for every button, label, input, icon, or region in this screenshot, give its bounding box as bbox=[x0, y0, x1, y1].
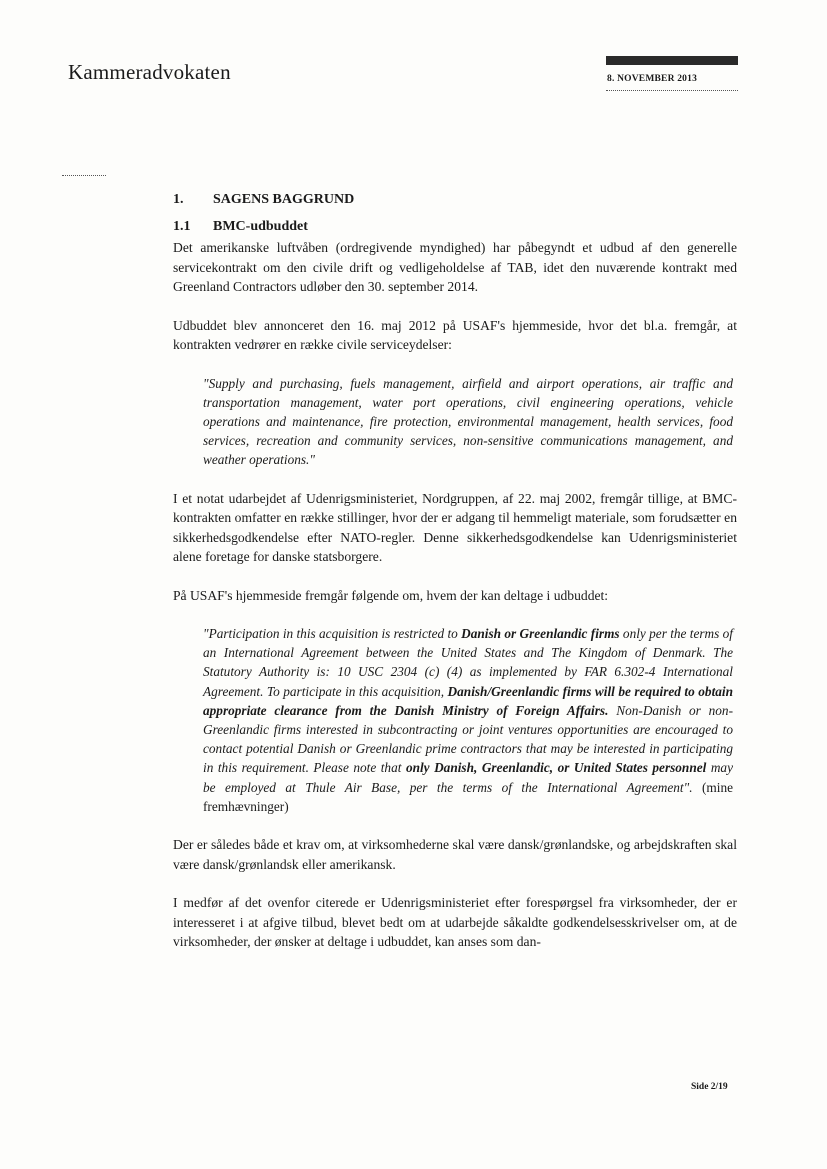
quote-emphasis: Danish or Greenlandic firms bbox=[461, 626, 620, 642]
quote-text: Non-Danish or non-Greenlandic firms interested in subcontracting or joint ventures opportunities are encouraged to contact potential Danish or Greenlandic prime contractors that may be interested in participating in this requirement. Please note that bbox=[203, 702, 733, 776]
quote-emphasis: Danish/Greenlandic firms will be required to obtain appropriate clearance from the Danish Ministry of Foreign Affairs. bbox=[203, 683, 733, 718]
margin-divider bbox=[62, 175, 106, 176]
quote-text: "Participation in this acquisition is restricted to bbox=[203, 626, 462, 642]
quote-participation bbox=[203, 624, 733, 816]
paragraph-1: Det amerikanske luftvåben (ordregivende myndighed) har påbegyndt et udbud af den generelle servicekontrakt om den civile drift og vedligeholdelse af TAB, idet den nuværende kontrakt med Greenland Contractors udløber den 30. september 2014. bbox=[173, 240, 737, 294]
header-bar bbox=[606, 56, 738, 65]
quote-emphasis: only Danish, Greenlandic, or United States personnel bbox=[405, 760, 707, 776]
quote-services: "Supply and purchasing, fuels management, airfield and airport operations, air traffic and transportation management, water port operations, civil engineering operations, vehicle operations and maintenance, fire protection, environmental management, health services, food services, recreation and community services, non-sensitive communications management, and weather operations." bbox=[203, 375, 733, 468]
firm-name: Kammeradvokaten bbox=[68, 60, 231, 84]
page-number: Side 2/19 bbox=[691, 1082, 728, 1092]
paragraph-3: I et notat udarbejdet af Udenrigsministeriet, Nordgruppen, af 22. maj 2002, fremgår tillige, at BMC-kontrakten omfatter en række stillinger, hvor der er adgang til hemmeligt materiale, som forudsætter en sikkerhedsgodkendelse efter NATO-regler. Denne sikkerhedsgodkendelse kan Udenrigsministeriet alene foretage for danske statsborgere. bbox=[173, 490, 737, 565]
section-heading bbox=[173, 190, 737, 210]
paragraph-5: Der er således både et krav om, at virksomhederne skal være dansk/grønlandske, og arbejdskraften skal være dansk/grønlandsk eller amerikansk. bbox=[173, 837, 737, 872]
paragraph-6: I medfør af det ovenfor citerede er Udenrigsministeriet efter forespørgsel fra virksomheder, der er interesseret i at afgive tilbud, blevet bedt om at udarbejde såkaldte godkendelsesskrivelser om, at de virksomheder, der ønsker at deltage i udbuddet, kan anses som dan- bbox=[173, 895, 737, 950]
subsection-title: BMC-udbuddet bbox=[213, 218, 308, 234]
subsection-heading bbox=[173, 217, 737, 237]
section-title: SAGENS BAGGRUND bbox=[213, 192, 355, 207]
section-number: 1. bbox=[173, 192, 184, 207]
quote-text: may be employed at Thule Air Base, per the terms of the International Agreement". bbox=[203, 760, 733, 795]
quote-text: only per the terms of an International Agreement between the United States and The Kingdom of Denmark. The Statutory Authority is: 10 USC 2304 (c) (4) as implemented by FAR 6.302-4 International Agreement. To participate in this acquisition, bbox=[203, 626, 733, 699]
paragraph-2: Udbuddet blev annonceret den 16. maj 2012 på USAF's hjemmeside, hvor det bl.a. fremgår, at kontrakten vedrører en række civile serviceydelser: bbox=[173, 317, 737, 352]
quote-note: (mine fremhævninger) bbox=[203, 779, 733, 814]
date-divider bbox=[606, 90, 738, 91]
document-body bbox=[173, 190, 737, 971]
document-date: 8. NOVEMBER 2013 bbox=[607, 74, 698, 84]
subsection-number: 1.1 bbox=[173, 218, 191, 234]
paragraph-4: På USAF's hjemmeside fremgår følgende om, hvem der kan deltage i udbuddet: bbox=[173, 587, 609, 603]
